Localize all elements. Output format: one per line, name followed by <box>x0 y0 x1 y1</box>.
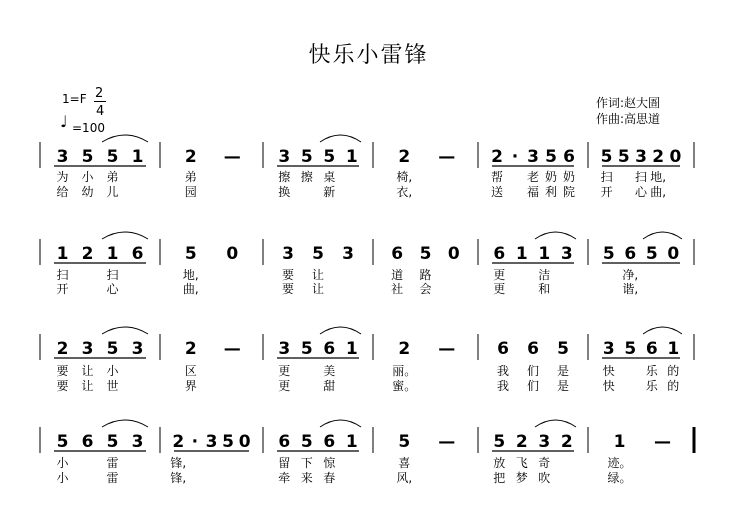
lyric-verse2: 锋, <box>170 471 187 485</box>
lyric-verse2: 们 <box>526 379 540 393</box>
lyric-verse2: 新 <box>323 185 336 199</box>
note: 3 <box>131 432 144 452</box>
lyric-verse1: 扫 <box>634 170 648 184</box>
lyric-verse1: 桌 <box>323 170 336 184</box>
lyric-verse2: 幼 <box>81 185 94 199</box>
lyric-verse2: 甜 <box>323 379 336 393</box>
time-signature-bottom: 4 <box>96 104 105 119</box>
lyric-verse1: 扫 <box>600 170 613 184</box>
lyric-verse1: 是 <box>556 364 570 378</box>
note: 5 <box>624 339 637 359</box>
lyric-verse1: 放 <box>493 456 506 470</box>
lyric-verse1: 奇 <box>538 456 551 470</box>
note: 3 <box>56 147 69 167</box>
slur-arc <box>320 420 361 427</box>
lyric-verse2: 换 <box>278 185 291 199</box>
note: 1 <box>667 339 680 359</box>
note: 3 <box>342 244 354 264</box>
lyric-verse1: 道 <box>391 268 404 282</box>
note: 0 <box>667 244 680 264</box>
note: 5 <box>645 244 658 264</box>
lyric-verse1: 美 <box>323 364 336 378</box>
note: 6 <box>563 147 575 167</box>
note: 5 <box>600 147 613 167</box>
note: 2 <box>560 432 573 452</box>
lyric-verse2: 和 <box>538 282 551 296</box>
lyric-verse2: 的 <box>667 379 680 393</box>
song-title: 快乐小雷锋 <box>308 43 429 68</box>
lyric-verse1: 惊 <box>323 456 336 470</box>
note: 1 <box>56 244 69 264</box>
lyric-verse1: 让 <box>81 364 94 378</box>
dot: · <box>191 432 199 452</box>
lyric-verse1: 锋, <box>170 456 187 470</box>
lyric-verse2: 小 <box>56 471 69 485</box>
note: 2 <box>172 432 185 452</box>
note: 6 <box>527 339 539 359</box>
slur-arc <box>102 327 148 334</box>
note: 3 <box>635 147 647 167</box>
note: 2 <box>652 147 665 167</box>
note: 5 <box>300 432 313 452</box>
note: 2 <box>184 339 197 359</box>
lyric-verse2: 福 <box>526 185 540 199</box>
note: 6 <box>131 244 144 264</box>
note: 5 <box>184 244 197 264</box>
note: 0 <box>669 147 682 167</box>
lyric-verse2: 是 <box>556 379 570 393</box>
note: 1 <box>345 432 358 452</box>
note: 5 <box>106 432 119 452</box>
note: 1 <box>515 244 528 264</box>
lyric-verse2: 风, <box>396 471 413 485</box>
lyric-verse2: 来 <box>300 471 313 485</box>
lyric-verse1: 喜 <box>398 456 411 470</box>
note: 2 <box>81 244 94 264</box>
note: 2 <box>184 147 197 167</box>
note: 1 <box>345 147 358 167</box>
lyric-verse1: 洁 <box>538 268 551 282</box>
lyric-verse1: 区 <box>184 364 197 378</box>
lyric-verse2: 雷 <box>106 471 119 485</box>
note: 3 <box>205 432 218 452</box>
lyric-verse1: 要 <box>281 268 295 282</box>
tempo-value: =100 <box>72 121 105 135</box>
lyric-verse2: 更 <box>278 379 291 393</box>
lyric-verse1: 净, <box>622 268 639 282</box>
lyric-verse1: 路 <box>419 268 432 282</box>
lyric-verse2: 曲, <box>650 185 667 199</box>
lyric-verse2: 春 <box>323 471 336 485</box>
lyricist-credit: 作词:赵大圄 <box>596 96 661 110</box>
lyric-verse1: 弟 <box>106 170 119 184</box>
lyric-verse2: 要 <box>281 282 295 296</box>
dot: · <box>511 147 519 167</box>
lyric-verse1: 更 <box>493 268 506 282</box>
note: 6 <box>81 432 94 452</box>
lyric-verse2: 曲, <box>182 282 199 296</box>
slur-arc <box>320 327 361 334</box>
lyric-verse2: 世 <box>106 379 119 393</box>
lyric-verse1: 地, <box>182 268 199 282</box>
quarter-note-icon: ♩ <box>60 112 68 131</box>
lyric-verse1: 地, <box>650 170 667 184</box>
note: 5 <box>300 147 313 167</box>
lyric-verse2: 开 <box>56 282 69 296</box>
lyric-verse1: 的 <box>667 364 680 378</box>
note: 6 <box>323 432 336 452</box>
lyric-verse2: 送 <box>490 185 504 199</box>
lyric-verse1: 扫 <box>56 268 69 282</box>
note: 3 <box>278 147 291 167</box>
lyric-verse1: 乐 <box>645 364 658 378</box>
dash-extension: — <box>223 147 241 167</box>
lyric-verse1: 擦 <box>278 170 291 184</box>
lyric-verse2: 让 <box>311 282 325 296</box>
note: 0 <box>238 432 251 452</box>
lyric-verse2: 梦 <box>515 471 528 485</box>
note: 3 <box>131 339 144 359</box>
note: 2 <box>398 339 411 359</box>
lyric-verse1: 们 <box>526 364 540 378</box>
lyric-verse2: 社 <box>391 282 404 296</box>
slur-arc <box>535 232 576 239</box>
lyric-verse1: 下 <box>300 456 313 470</box>
lyric-verse2: 利 <box>544 185 558 199</box>
key-signature: 1=F <box>62 92 87 106</box>
dash-extension: — <box>438 147 456 167</box>
lyric-verse1: 我 <box>496 364 510 378</box>
lyric-verse1: 扫 <box>106 268 119 282</box>
lyric-verse2: 院 <box>562 185 576 199</box>
note: 5 <box>81 147 94 167</box>
note: 6 <box>391 244 404 264</box>
lyric-verse1: 要 <box>56 364 69 378</box>
lyric-verse2: 绿。 <box>607 471 632 485</box>
note: 5 <box>493 432 506 452</box>
note: 6 <box>645 339 658 359</box>
note: 5 <box>557 339 569 359</box>
note: 3 <box>278 339 291 359</box>
note: 5 <box>545 147 557 167</box>
note: 5 <box>106 147 119 167</box>
lyric-verse1: 迹。 <box>607 456 632 470</box>
lyric-verse1: 弟 <box>184 170 197 184</box>
lyric-verse2: 牵 <box>278 471 291 485</box>
lyric-verse1: 帮 <box>490 170 504 184</box>
lyric-verse1: 快 <box>602 364 615 378</box>
note: 1 <box>345 339 358 359</box>
slur-arc <box>102 420 148 427</box>
note: 2 <box>56 339 69 359</box>
note: 3 <box>282 244 294 264</box>
slur-arc <box>643 232 682 239</box>
lyric-verse2: 蜜。 <box>392 379 417 393</box>
note: 6 <box>323 339 336 359</box>
lyric-verse2: 乐 <box>645 379 658 393</box>
note: 2 <box>491 147 503 167</box>
note: 3 <box>527 147 539 167</box>
lyric-verse1: 让 <box>311 268 325 282</box>
lyric-verse2: 让 <box>81 379 94 393</box>
note: 3 <box>560 244 573 264</box>
slur-arc <box>102 135 148 142</box>
lyric-verse1: 更 <box>278 364 291 378</box>
lyric-verse1: 留 <box>278 456 291 470</box>
note: 5 <box>323 147 336 167</box>
lyric-verse2: 会 <box>419 282 432 296</box>
lyric-verse1: 奶 <box>544 170 558 184</box>
composer-credit: 作曲:高思道 <box>596 112 661 126</box>
dash-extension: — <box>654 432 671 452</box>
note: 5 <box>617 147 630 167</box>
lyric-verse1: 老 <box>526 170 540 184</box>
lyric-verse2: 儿 <box>106 185 119 199</box>
note: 5 <box>300 339 313 359</box>
lyric-verse2: 心 <box>106 282 119 296</box>
note: 5 <box>106 339 119 359</box>
note: 1 <box>613 432 626 452</box>
lyric-verse1: 椅, <box>396 170 413 184</box>
lyric-verse1: 雷 <box>106 456 119 470</box>
note: 6 <box>493 244 506 264</box>
note: 3 <box>602 339 615 359</box>
lyric-verse1: 奶 <box>562 170 576 184</box>
note: 1 <box>106 244 119 264</box>
note: 6 <box>624 244 637 264</box>
dash-extension: — <box>438 432 456 452</box>
note: 2 <box>398 147 411 167</box>
slur-arc <box>643 327 682 334</box>
note: 1 <box>131 147 144 167</box>
lyric-verse2: 界 <box>184 379 197 393</box>
slur-arc <box>320 135 361 142</box>
lyric-verse2: 更 <box>493 282 506 296</box>
lyric-verse1: 飞 <box>515 456 528 470</box>
lyric-verse2: 把 <box>493 471 506 485</box>
dash-extension: — <box>438 339 456 359</box>
lyric-verse2: 吹 <box>538 471 551 485</box>
lyric-verse1: 丽。 <box>392 364 417 378</box>
note: 3 <box>538 432 551 452</box>
lyric-verse2: 园 <box>184 185 197 199</box>
note: 3 <box>81 339 94 359</box>
lyric-verse1: 为 <box>56 170 69 184</box>
lyric-verse1: 小 <box>106 364 119 378</box>
note: 5 <box>398 432 411 452</box>
lyric-verse2: 快 <box>602 379 615 393</box>
note: 5 <box>56 432 69 452</box>
slur-arc <box>102 232 148 239</box>
note: 0 <box>447 244 460 264</box>
slur-arc <box>535 420 576 427</box>
lyric-verse2: 开 <box>600 185 613 199</box>
lyric-verse2: 衣, <box>396 185 413 199</box>
lyric-verse2: 谐, <box>622 282 639 296</box>
note: 5 <box>312 244 324 264</box>
note: 6 <box>278 432 291 452</box>
note: 5 <box>419 244 432 264</box>
lyric-verse1: 擦 <box>300 170 313 184</box>
time-signature-top: 2 <box>95 86 104 101</box>
note: 1 <box>538 244 551 264</box>
lyric-verse2: 要 <box>56 379 69 393</box>
note: 5 <box>602 244 615 264</box>
lyric-verse2: 给 <box>56 185 69 199</box>
lyric-verse1: 小 <box>81 170 94 184</box>
lyric-verse2: 心 <box>634 185 648 199</box>
lyric-verse1: 小 <box>56 456 69 470</box>
note: 2 <box>515 432 528 452</box>
lyric-verse2: 我 <box>496 379 510 393</box>
note: 5 <box>222 432 235 452</box>
dash-extension: — <box>223 339 241 359</box>
note: 0 <box>226 244 239 264</box>
note: 6 <box>497 339 509 359</box>
